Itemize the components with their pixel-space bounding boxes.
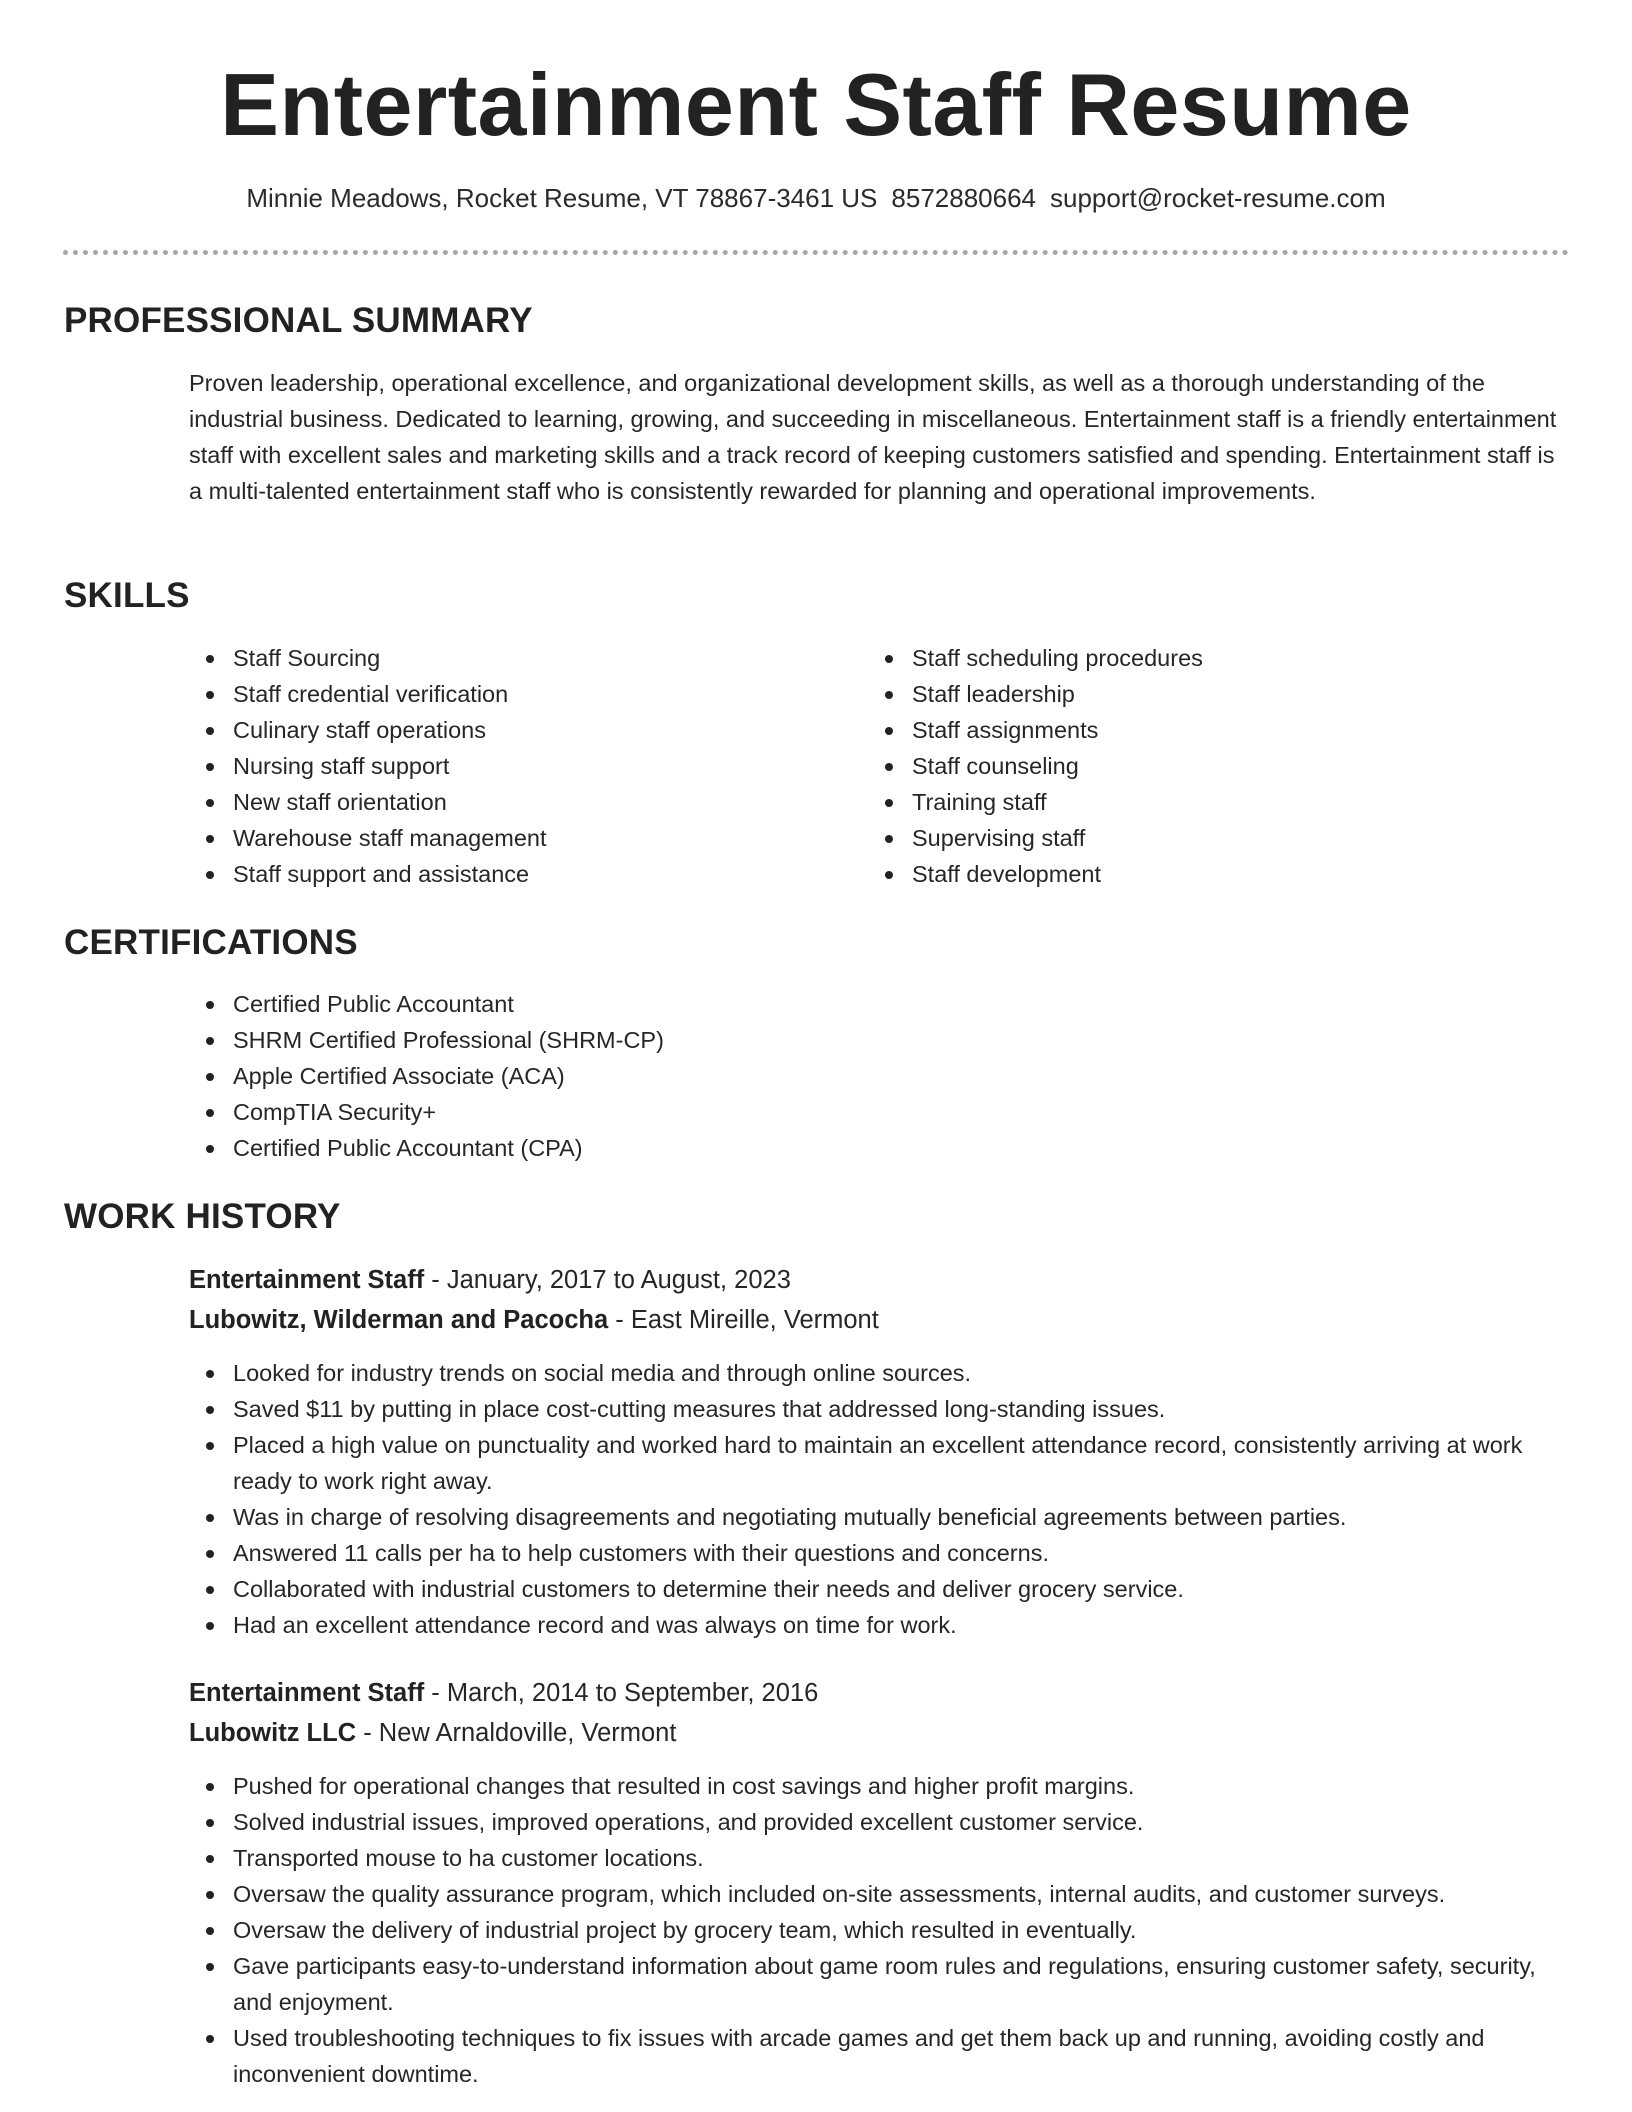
job-location: - New Arnaldoville, Vermont [356, 1719, 677, 1747]
summary-text: Proven leadership, operational excellence, and organizational development skills, as well as a thorough understanding of the industrial business. Dedicated to learning, growing, and succeeding in miscellaneous. Entertainment staff is a friendly entertainment staff with excellent sales and marketing skills and a track record of keeping customers satisfied and spending. Entertainment staff is a multi-talented entertainment staff who is consistently rewarded for planning and operational improvements. [189, 370, 1557, 504]
job-title: Entertainment Staff [189, 1679, 425, 1707]
list-item: Oversaw the quality assurance program, which included on-site assessments, internal audits, and customer surveys. [189, 1876, 1569, 1912]
header-divider [63, 250, 1569, 255]
job-location: - East Mireille, Vermont [608, 1306, 879, 1334]
list-item: Gave participants easy-to-understand information about game room rules and regulations, ensuring customer safety, security, and enjoyment. [189, 1948, 1569, 2020]
list-item: Supervising staff [868, 820, 1508, 856]
list-item: Warehouse staff management [189, 820, 829, 856]
list-item: Transported mouse to ha customer locations. [189, 1840, 1569, 1876]
job-company-line [189, 1302, 879, 1338]
job-title: Entertainment Staff [189, 1266, 425, 1294]
job-company-line [189, 1715, 676, 1751]
job-title-line [189, 1675, 818, 1711]
list-item: CompTIA Security+ [189, 1094, 1569, 1130]
summary-heading: PROFESSIONAL SUMMARY [64, 301, 533, 340]
contact-address: Minnie Meadows, Rocket Resume, VT 78867-3461 US [246, 183, 878, 213]
certifications-heading: CERTIFICATIONS [64, 923, 358, 962]
list-item: Collaborated with industrial customers to determine their needs and deliver grocery service. [189, 1571, 1569, 1607]
job-bullets [189, 1355, 1569, 1643]
list-item: Apple Certified Associate (ACA) [189, 1058, 1569, 1094]
list-item: Used troubleshooting techniques to fix issues with arcade games and get them back up and running, avoiding costly and inconvenient downtime. [189, 2020, 1569, 2092]
skills-heading: SKILLS [64, 576, 190, 615]
resume-title: Entertainment Staff Resume [220, 55, 1412, 154]
list-item: Staff support and assistance [189, 856, 829, 892]
list-item: Placed a high value on punctuality and worked hard to maintain an excellent attendance record, consistently arriving at work ready to work right away. [189, 1427, 1569, 1499]
list-item: Solved industrial issues, improved operations, and provided excellent customer service. [189, 1804, 1569, 1840]
job-bullets [189, 1768, 1569, 2092]
list-item: Staff counseling [868, 748, 1508, 784]
list-item: Nursing staff support [189, 748, 829, 784]
list-item: Culinary staff operations [189, 712, 829, 748]
list-item: Had an excellent attendance record and was always on time for work. [189, 1607, 1569, 1643]
job-company: Lubowitz LLC [189, 1719, 357, 1747]
skills-list-right [868, 640, 1508, 892]
list-item: Certified Public Accountant [189, 986, 1569, 1022]
list-item: Staff Sourcing [189, 640, 829, 676]
list-item: Staff scheduling procedures [868, 640, 1508, 676]
list-item: Staff leadership [868, 676, 1508, 712]
list-item: Staff credential verification [189, 676, 829, 712]
list-item: Answered 11 calls per ha to help customers with their questions and concerns. [189, 1535, 1569, 1571]
certifications-list [189, 986, 1569, 1166]
list-item: Oversaw the delivery of industrial project by grocery team, which resulted in eventually. [189, 1912, 1569, 1948]
job-company: Lubowitz, Wilderman and Pacocha [189, 1306, 609, 1334]
contact-phone: 8572880664 [891, 183, 1037, 213]
list-item: Staff assignments [868, 712, 1508, 748]
job-title-line [189, 1262, 791, 1298]
contact-email: support@rocket-resume.com [1050, 183, 1386, 213]
list-item: SHRM Certified Professional (SHRM-CP) [189, 1022, 1569, 1058]
list-item: Training staff [868, 784, 1508, 820]
contact-line [0, 180, 1632, 216]
job-dates: - January, 2017 to August, 2023 [424, 1266, 791, 1294]
list-item: Saved $11 by putting in place cost-cutting measures that addressed long-standing issues. [189, 1391, 1569, 1427]
list-item: Certified Public Accountant (CPA) [189, 1130, 1569, 1166]
list-item: Pushed for operational changes that resulted in cost savings and higher profit margins. [189, 1768, 1569, 1804]
list-item: Was in charge of resolving disagreements and negotiating mutually beneficial agreements between parties. [189, 1499, 1569, 1535]
skills-list-left [189, 640, 829, 892]
list-item: New staff orientation [189, 784, 829, 820]
work-history-heading: WORK HISTORY [64, 1197, 341, 1236]
job-dates: - March, 2014 to September, 2016 [424, 1679, 819, 1707]
list-item: Staff development [868, 856, 1508, 892]
list-item: Looked for industry trends on social media and through online sources. [189, 1355, 1569, 1391]
